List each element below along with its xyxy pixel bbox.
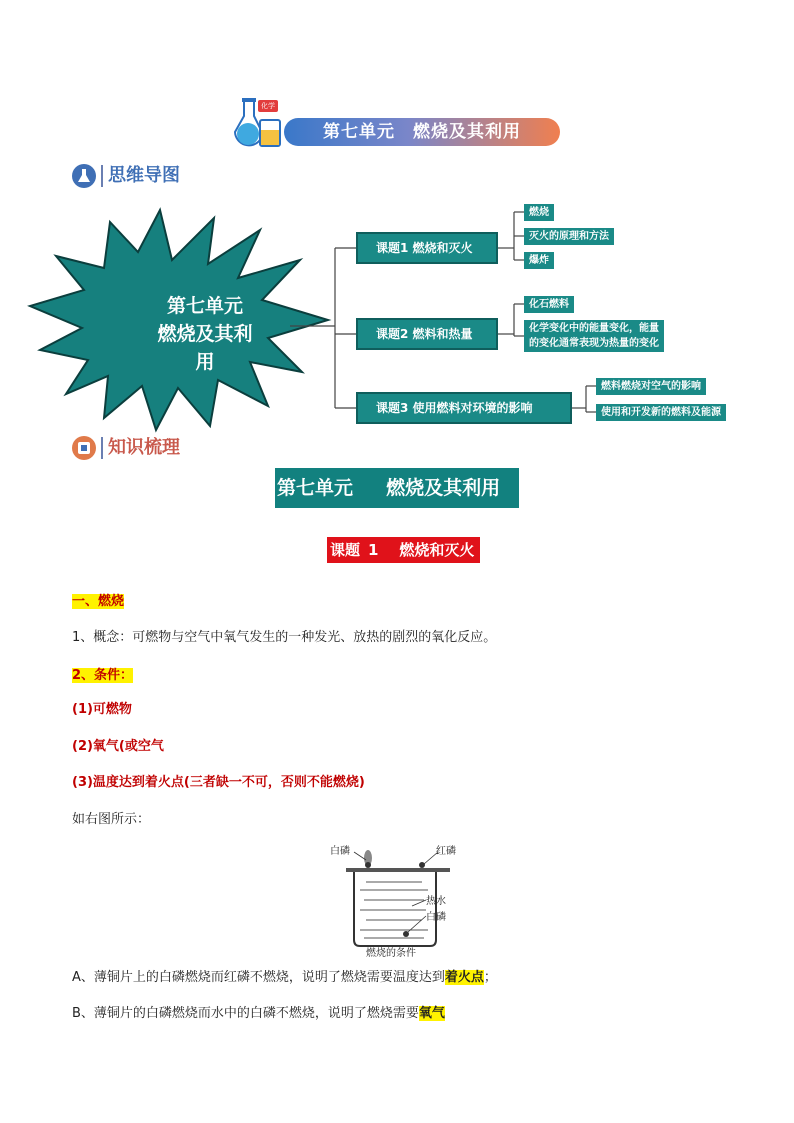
unit-heading: 第七单元 燃烧及其利用: [275, 468, 519, 508]
keyword-oxygen: 氧气: [418, 1006, 445, 1021]
leaf-node: 灭火的原理和方法: [524, 228, 614, 245]
section-divider: [101, 165, 103, 187]
lesson-title: 1 燃烧和灭火: [362, 537, 480, 563]
part-title: [72, 590, 124, 612]
label-hot-water: 热水: [426, 896, 446, 907]
explanation-a-end: ；: [483, 970, 497, 985]
figure-caption: 燃烧的条件: [366, 948, 416, 959]
explanation-a: [72, 968, 497, 988]
leaf-node: 燃料燃烧对空气的影响: [596, 378, 706, 395]
combustion-figure: [326, 838, 466, 958]
label-red-phosphorus: 红磷: [436, 846, 456, 857]
explanation-b-text: B、薄铜片的白磷燃烧而水中的白磷不燃烧，说明了燃烧需要: [72, 1006, 419, 1021]
leaf-line: 化学变化中的能量变化，能量: [529, 323, 659, 334]
knowledge-section-header: [72, 436, 180, 460]
lesson-label: 课题: [327, 537, 363, 563]
label-white-phosphorus-water: 白磷: [426, 912, 446, 923]
leaf-line: 的变化通常表现为热量的变化: [529, 338, 659, 349]
label-white-phosphorus: 白磷: [330, 846, 350, 857]
explanation-b: [72, 1004, 445, 1024]
section-title: 思维导图: [108, 165, 180, 186]
concept-text: 1、概念：可燃物与空气中氧气发生的一种发光、放热的剧烈的氧化反应。: [72, 630, 497, 645]
explanation-a-text: A、薄铜片上的白磷燃烧而红磷不燃烧，说明了燃烧需要温度达到: [72, 970, 445, 985]
condition-3: (3)温度达到着火点(三者缺一不可，否则不能燃烧): [72, 775, 365, 790]
leaf-node: 燃烧: [524, 204, 554, 221]
flask-badge-icon: [72, 164, 96, 188]
book-badge-icon: [72, 436, 96, 460]
topic-node-3: 课题3 使用燃料对环境的影响: [356, 392, 572, 424]
unit-banner: 第七单元 燃烧及其利用: [284, 118, 560, 146]
center-line-2: 燃烧及其利用: [157, 323, 253, 373]
topic-node-1: 课题1 燃烧和灭火: [356, 232, 498, 264]
section-title: 知识梳理: [108, 437, 180, 458]
mindmap-center: [150, 292, 260, 376]
as-shown-text: 如右图所示：: [72, 812, 151, 827]
leaf-node: 爆炸: [524, 252, 554, 269]
mindmap-section-header: [72, 164, 180, 188]
condition-2: (2)氧气(或空气: [72, 739, 164, 754]
chemistry-tag: 化学: [258, 100, 278, 112]
part-title-text: 一、燃烧: [72, 594, 125, 609]
leaf-node: 化石燃料: [524, 296, 574, 313]
leaf-node: 使用和开发新的燃料及能源: [596, 404, 726, 421]
center-line-1: 第七单元: [166, 295, 243, 317]
keyword-ignition-point: 着火点: [444, 970, 484, 985]
condition-1: (1)可燃物: [72, 702, 132, 717]
condition-title-text: 2、条件：: [72, 668, 134, 683]
condition-title: [72, 664, 133, 686]
topic-node-2: 课题2 燃料和热量: [356, 318, 498, 350]
section-divider: [101, 437, 103, 459]
leaf-node-multiline: [524, 320, 664, 352]
